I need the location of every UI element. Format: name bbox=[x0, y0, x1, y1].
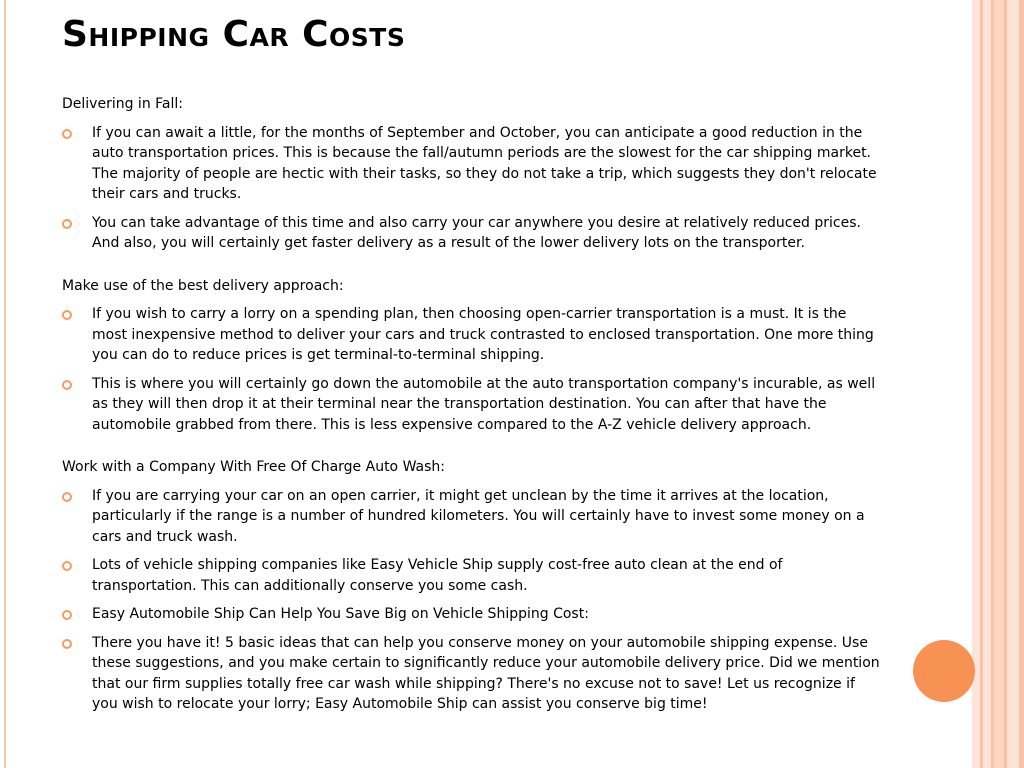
section-fall-delivery bbox=[62, 94, 882, 254]
ring-bullet-icon bbox=[62, 610, 72, 620]
bullet-item bbox=[62, 374, 882, 436]
bullet-text: If you are carrying your car on an open carrier, it might get unclean by the time it arrives at the location, particularly if the range is a number of hundred kilometers. You will certainly have to invest some money on a cars and truck wash. bbox=[92, 487, 865, 545]
slide-title: Shipping Car Costs bbox=[62, 14, 406, 55]
ring-bullet-icon bbox=[62, 639, 72, 649]
ring-bullet-icon bbox=[62, 492, 72, 502]
bullet-text: Easy Automobile Ship Can Help You Save Big on Vehicle Shipping Cost: bbox=[92, 606, 589, 622]
bullet-item bbox=[62, 486, 882, 548]
ring-bullet-icon bbox=[62, 310, 72, 320]
bullet-item bbox=[62, 555, 882, 596]
stripe bbox=[1007, 0, 1019, 768]
section-delivery-approach bbox=[62, 276, 882, 436]
bullet-list bbox=[62, 486, 882, 715]
section-heading: Delivering in Fall: bbox=[62, 96, 183, 112]
bullet-text: There you have it! 5 basic ideas that can help you conserve money on your automobile shipping expense. Use these suggestions, and you make certain to significantly reduce your automobile delivery price. Did we mention that our firm supplies totally free car wash while shipping? There's no excuse not to save! Let us recognize if you wish to relocate your lorry; Easy Automobile Ship can assist you conserve big time! bbox=[92, 634, 880, 712]
stripe bbox=[994, 0, 1004, 768]
right-decorative-stripes bbox=[972, 0, 1024, 768]
section-auto-wash bbox=[62, 457, 882, 715]
bullet-item bbox=[62, 123, 882, 205]
bullet-text: If you wish to carry a lorry on a spending plan, then choosing open-carrier transportation is a must. It is the most inexpensive method to deliver your cars and truck contrasted to enclosed transportation. One more thing you can do to reduce prices is get terminal-to-terminal shipping. bbox=[92, 306, 874, 363]
section-heading: Work with a Company With Free Of Charge Auto Wash: bbox=[62, 459, 445, 475]
bullet-text: If you can await a little, for the months of September and October, you can anticipate a good reduction in the auto transportation prices. This is because the fall/autumn periods are the slowest for the car shipping market. The majority of people are hectic with their tasks, so they do not take a trip, which suggests they don't relocate their cars and trucks. bbox=[92, 124, 877, 202]
bullet-list bbox=[62, 304, 882, 435]
bullet-list bbox=[62, 123, 882, 254]
ring-bullet-icon bbox=[62, 129, 72, 139]
bullet-item bbox=[62, 304, 882, 366]
stripe bbox=[983, 0, 991, 768]
ring-bullet-icon bbox=[62, 219, 72, 229]
ring-bullet-icon bbox=[62, 380, 72, 390]
left-border-line bbox=[4, 0, 6, 768]
stripe bbox=[972, 0, 980, 768]
bullet-item bbox=[62, 604, 882, 625]
stripe bbox=[1019, 0, 1024, 768]
bullet-item bbox=[62, 213, 882, 254]
bullet-text: Lots of vehicle shipping companies like Easy Vehicle Ship supply cost-free auto clean at the end of transportation. This can additionally conserve you some cash. bbox=[92, 557, 783, 594]
bullet-text: This is where you will certainly go down the automobile at the auto transportation company's incurable, as well as they will then drop it at their terminal near the transportation destination. You can after that have the automobile grabbed from there. This is less expensive compared to the A-Z vehicle delivery approach. bbox=[92, 375, 876, 433]
decorative-circle bbox=[913, 640, 975, 702]
bullet-text: You can take advantage of this time and also carry your car anywhere you desire at relatively reduced prices. And also, you will certainly get faster delivery as a result of the lower delivery lots on the transporter. bbox=[92, 214, 861, 251]
slide-content bbox=[62, 94, 882, 723]
section-heading: Make use of the best delivery approach: bbox=[62, 277, 344, 294]
bullet-item bbox=[62, 633, 882, 715]
ring-bullet-icon bbox=[62, 561, 72, 571]
